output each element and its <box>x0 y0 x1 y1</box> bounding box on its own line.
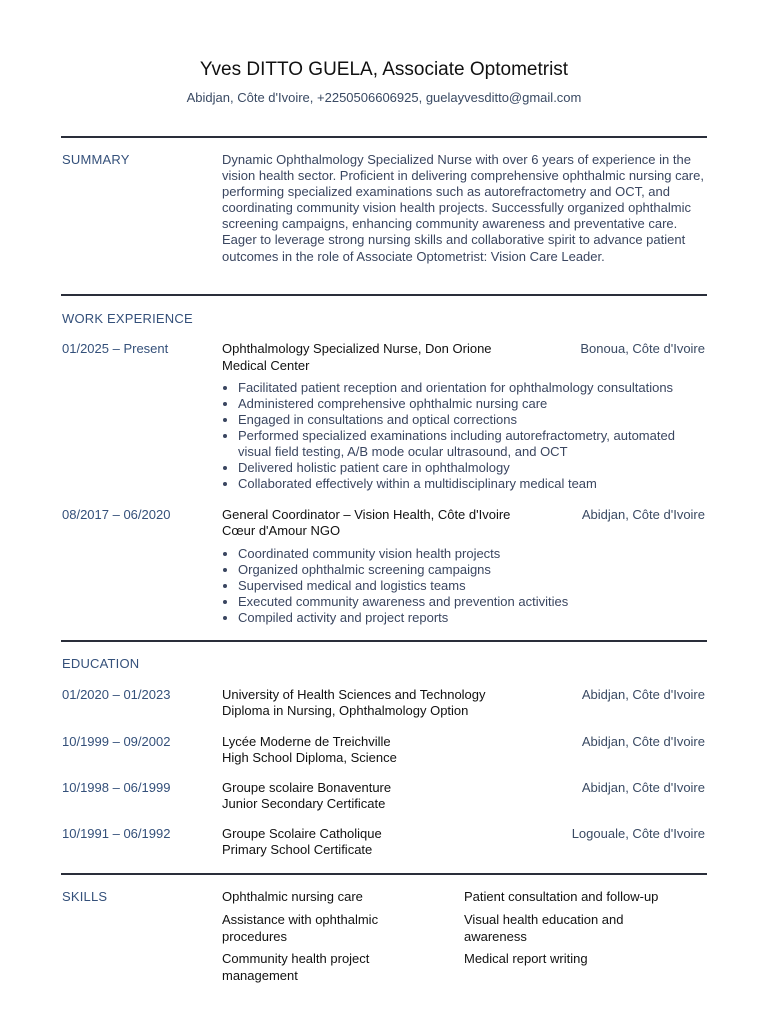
job-location: Bonoua, Côte d'Ivoire <box>580 341 705 356</box>
job-bullet: • Administered comprehensive ophthalmic nursing care <box>238 396 708 412</box>
job-bullet: • Coordinated community vision health projects <box>238 546 708 562</box>
skill-item: Visual health education and awareness <box>464 912 624 944</box>
job-bullet: • Engaged in consultations and optical corrections <box>238 412 708 428</box>
job-bullet: • Performed specialized examinations including autorefractometry, automated visual field testing, A/B mode ocular ultrasound, and OCT <box>238 428 708 460</box>
education-school: Lycée Moderne de Treichville <box>222 734 391 749</box>
section-divider <box>61 873 707 875</box>
job-bullet: • Compiled activity and project reports <box>238 610 708 626</box>
skill-item: Patient consultation and follow-up <box>464 889 659 904</box>
section-divider <box>61 294 707 296</box>
job-bullet-list <box>222 380 708 492</box>
skill-item: Medical report writing <box>464 951 588 966</box>
job-dates: 01/2025 – Present <box>62 341 169 356</box>
education-location: Abidjan, Côte d'Ivoire <box>581 780 705 795</box>
education-dates: 01/2020 – 01/2023 <box>62 687 171 702</box>
job-bullet: • Delivered holistic patient care in ophthalmology <box>238 460 708 476</box>
education-school: Groupe Scolaire Catholique <box>222 826 382 841</box>
summary-heading: SUMMARY <box>62 152 130 167</box>
skills-heading: SKILLS <box>62 889 108 904</box>
job-bullet: • Executed community awareness and prevention activities <box>238 594 708 610</box>
summary-text: Dynamic Ophthalmology Specialized Nurse with over 6 years of experience in the vision health sector. Proficient in delivering comprehensive ophthalmic nursing care, performing specialized examinations such as autorefractometry and OCT, and coordinating community vision health projects. Successfully organized ophthalmic screening campaigns, enhancing community awareness and preventative care. Eager to leverage strong nursing skills and collaborative spirit to advance patient outcomes in the role of Associate Optometrist: Vision Care Leader. <box>222 152 704 264</box>
job-title: Ophthalmology Specialized Nurse, Don Orione Medical Center <box>222 341 492 373</box>
education-degree: Diploma in Nursing, Ophthalmology Option <box>222 703 469 718</box>
job-location: Abidjan, Côte d'Ivoire <box>581 507 705 522</box>
education-degree: Junior Secondary Certificate <box>222 796 386 811</box>
job-bullet: • Supervised medical and logistics teams <box>238 578 708 594</box>
education-dates: 10/1998 – 06/1999 <box>62 780 171 795</box>
education-location: Abidjan, Côte d'Ivoire <box>581 734 705 749</box>
job-bullet: • Organized ophthalmic screening campaigns <box>238 562 708 578</box>
education-heading: EDUCATION <box>62 656 140 671</box>
section-divider <box>61 640 707 642</box>
resume-name-title: Yves DITTO GUELA, Associate Optometrist <box>199 59 569 80</box>
education-degree: High School Diploma, Science <box>222 750 397 765</box>
job-bullet-list <box>222 546 708 626</box>
job-organization: Cœur d'Amour NGO <box>222 523 341 538</box>
education-dates: 10/1991 – 06/1992 <box>62 826 171 841</box>
job-bullet: • Facilitated patient reception and orientation for ophthalmology consultations <box>238 380 708 396</box>
education-location: Abidjan, Côte d'Ivoire <box>581 687 705 702</box>
work-experience-heading: WORK EXPERIENCE <box>62 311 193 326</box>
education-dates: 10/1999 – 09/2002 <box>62 734 171 749</box>
job-bullet: • Collaborated effectively within a multidisciplinary medical team <box>238 476 708 492</box>
skill-item: Assistance with ophthalmic procedures <box>222 912 379 944</box>
job-title: General Coordinator – Vision Health, Côte d'Ivoire <box>222 507 511 522</box>
skill-item: Community health project management <box>222 951 370 983</box>
education-school: University of Health Sciences and Technology <box>222 687 486 702</box>
job-dates: 08/2017 – 06/2020 <box>62 507 171 522</box>
skill-item: Ophthalmic nursing care <box>222 889 363 904</box>
education-location: Logouale, Côte d'Ivoire <box>571 826 705 841</box>
contact-info: Abidjan, Côte d'Ivoire, +2250506606925, guelayvesditto@gmail.com <box>186 90 582 105</box>
education-school: Groupe scolaire Bonaventure <box>222 780 392 795</box>
section-divider <box>61 136 707 138</box>
education-degree: Primary School Certificate <box>222 842 373 857</box>
